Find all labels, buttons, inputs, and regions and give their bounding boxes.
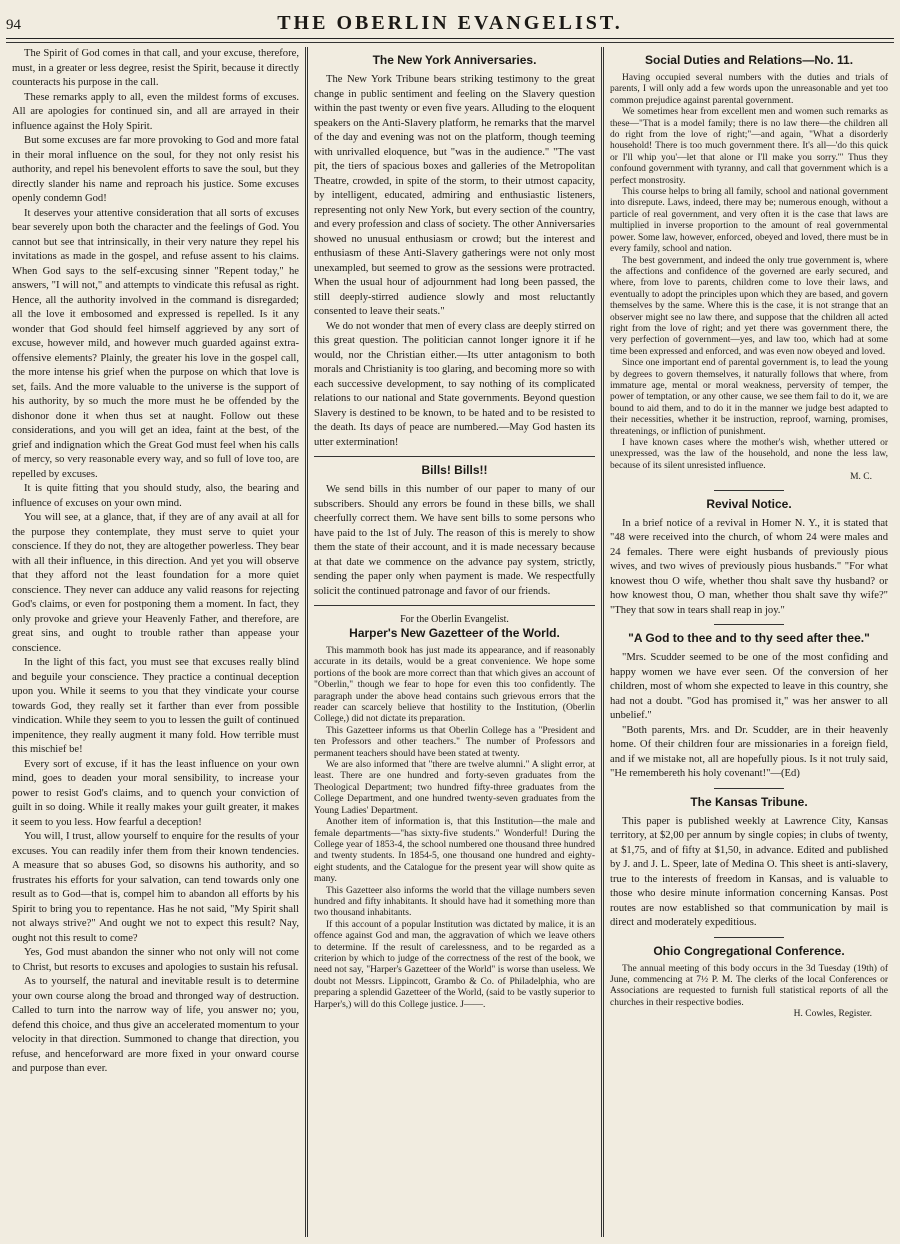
article-separator (714, 788, 784, 789)
paragraph: This Gazetteer also informs the world that the village numbers seven hundred and fifty inhabitants. It should have had it something more than two thousand inhabitants. (314, 885, 595, 919)
paragraph: "Both parents, Mrs. and Dr. Scudder, are in their heavenly home. Of their children four are missionaries in a foreign field, and if we mistake not, all are hopefully pious. Is it not truly said, "He remembereth his holy covenant!"—(Ed) (610, 724, 888, 780)
masthead-rule (6, 39, 894, 43)
paragraph: Another item of information is, that this Institution—the male and female departments—"has sixty-five students." Wonderful! During the College year of 1853-4, the school numbered one thousand three hundred and twenty students. In 1854-5, one thousand one hundred and eighty-eight students, and the Catalogue for the present year will show quite as many. (314, 817, 595, 885)
article-separator (314, 456, 595, 457)
paragraph: It deserves your attentive consideration that all sorts of excuses bear severely upon both the character and the feelings of God. You cannot but see that intrinsically, in their very nature they repel his invitations as made in the gospel, and refuse assent to his claims. When God says to the self-excusing sinner "Repent today," he answers, "I will not," and attempts to vindicate this refusal as right. Hence, all the authority involved in the command is disregarded; all the love it embosomed and expressed is repelled. Is it any wonder that God should feel himself aggrieved by any sort of excuse, however mild, and however much guarded against extra-offensive elements? Plainly, the greater his love in the gospel call, the more intense his grief when the purpose on which that love is set, fails. And the more valuable to the universe is the support of his authority, by so much the more must he be offended by the dishonor done it when thus set at naught. Follow out these considerations, and you will get an idea, faint at the best, of the grief and indignation which the Great God must feel when his calls of mercy, so very reasonable every way, and so full of love too, are repelled by excuses. (12, 207, 299, 480)
paragraph: "Mrs. Scudder seemed to be one of the most confiding and happy women we have ever seen. Of the conversion of her children, most of whom she expected to leave in this country, she had not a doubt. "God has promised it," was her answer to all unbelief." (610, 652, 888, 722)
article-anniversaries (314, 73, 595, 450)
paragraph: This course helps to bring all family, school and national government into disrepute. Laws, indeed, there may be; numerous enough, without a particle of real government, and very often it is the case that laws are multiplied in inverse proportion to the amount of real governmental power. Some law, however, enforced, obeyed and loved, there must be in every family, school and nation. (610, 187, 888, 255)
paragraph: In the light of this fact, you must see that excuses really blind and beguile your conscience. They practice a continual deception upon you. While it seems to you that they vindicate your course towards God, they really set it farther than ever from possible vindication. While they seem to you to lessen the guilt of continued impenitence, they really augment it many fold. How terrible must this mischief be! (12, 657, 299, 755)
paragraph: You will see, at a glance, that, if they are of any avail at all for the purpose they contemplate, they must serve to quiet your conscience. If they do not, they are altogether powerless. They bear with all their influence, in this direction. And yet you will observe that they afford not the least foundation for a more quiet conscience. They never can adduce any valid reasons for rejecting God's claims, or even for postponing them a moment. In fact, they only provoke and grieve your Heavenly Father, and therefore, are great sins, and ought to trouble rather than appease your conscience. (12, 512, 299, 654)
column-3 (604, 47, 894, 1237)
paragraph: But some excuses are far more provoking to God and more fatal in their moral influence on the soul, for they not only resist his authority, and repel his benevolent efforts to save the soul, but they directly slander his name and reproach his justice. Some excuses openly condemn God! (12, 135, 299, 204)
paragraph: If this account of a popular Institution was dictated by malice, it is an offence against God and man, the aggravation of which we leave others to determine. If the result of carelessness, and to be regarded as a criterion by which to judge of the correctness of the rest of the book, we need not say, "Harper's Gazetteer of the World" is worse than useless. We doubt not Messrs. Lippincott, Grambo & Co. of Philadelphia, who are preparing a splendid Gazetteer of the World, (said to be vastly superior to Harper's,) will do this College justice. J——. (314, 919, 595, 1010)
article-heading-anniversaries: The New York Anniversaries. (372, 53, 537, 67)
article-heading-harpers: Harper's New Gazetteer of the World. (349, 626, 560, 640)
article-ohio-conference (610, 964, 888, 1021)
article-separator (714, 937, 784, 938)
paragraph: It is quite fitting that you should study, also, the bearing and influence of excuses on your own mind. (12, 483, 299, 509)
signature: M. C. (850, 472, 872, 483)
article-separator (714, 624, 784, 625)
article-social-duties (610, 73, 888, 484)
newspaper-title: THE OBERLIN EVANGELIST. (277, 12, 623, 34)
paragraph: We send bills in this number of our paper to many of our subscribers. Should any errors be found in these bills, we shall cheerfully correct them. We have sent bills to some persons who have paid to the 1st of July. The reason of this is merely to show them the state of their account, and it is made necessary because at that date we commence on the advance pay system, strictly, sending the paper only when payment is made. We respectfully solicit the continued patronage and favor of our friends. (314, 484, 595, 597)
paragraph: The Spirit of God comes in that call, and your excuse, therefore, must, in a greater or less degree, resist the Spirit, because it directly counteracts his purpose in the call. (12, 48, 299, 88)
page-number: 94 (6, 17, 21, 33)
paragraph: Having occupied several numbers with the duties and trials of parents, I will only add a few words upon the unreasonable and yet too common prejudice against parental government. (610, 73, 888, 106)
paragraph: We are also informed that "there are twelve alumni." A slight error, at least. There are one hundred and forty-seven graduates from the Theological Department; two hundred fifty-three graduates from the College Department, and one hundred twenty-seven graduates from the Young Ladies' Department. (314, 760, 595, 816)
article-bills (314, 483, 595, 599)
column-1 (6, 47, 308, 1237)
masthead (6, 12, 894, 39)
paragraph: This paper is published weekly at Lawrence City, Kansas territory, at $2,00 per annum by single copies; in clubs of twenty, at $1,75, and of fifty at $1,50, in advance. Edited and published by J. and J. L. Speer, late of Medina O. This sheet is anti-slavery, true to the interests of freedom in Kansas, and is valuable to those who desire minute information concerning Kansas. Post routes are now established so that communication by mail is direct and moderately expeditious. (610, 815, 888, 929)
paragraph: The New York Tribune bears striking testimony to the great change in public sentiment and feeling on the Slavery question within the past twenty or even five years. Alluding to the eloquent speakers on the Anti-Slavery platform, he remarks that the marvel of the day and evening was not on the platform, though teeming with unrivalled eloquence, but "was in the audience." "The vast pit, the tiers of spacious boxes and galleries of the Metropolitan Theatre, crowded, in spite of the storm, to their utmost capacity, by intelligent, educated, admiring and enthusiastic listeners, representing not only New York, but every section of the country, and every profession and class of society. The other Anniversaries showed no unusual enthusiasm or crowd; but the interest and enthusiasm of these Anti-Slavery gatherings were not only most unexampled, but seemed to grow as the sessions were protracted. When the usual hour of adjournment had long been passed, the still deeply-stirred audience slowly and most reluctantly consented to leave their seats." (314, 74, 595, 317)
paragraph: I have known cases where the mother's wish, whether uttered or unexpressed, was the law of the household, and none the less law, because of its silent unresisted influence. (610, 438, 888, 471)
article-heading-kansas-tribune: The Kansas Tribune. (690, 794, 808, 809)
paragraph: You will, I trust, allow yourself to enquire for the results of your excuses. You can readily infer them from their known tendencies. A measure that so abuses God, so disowns his authority, and so frustrates his efforts for your salvation, can tend towards only one result as to God—that is, compel him to abandon all efforts by his Spirit to bring you to repentance. Has he not said, "My Spirit shall not always strive?" And ought we not to expect this result? Nay, ought not this result to come? (12, 831, 299, 944)
paragraph: Yes, God must abandon the sinner who not only will not come to Christ, but resorts to excuses and apologies to sustain his refusal. (12, 947, 299, 973)
article-kansas-tribune (610, 815, 888, 931)
article-heading-social-duties: Social Duties and Relations—No. 11. (644, 53, 854, 67)
paragraph: We sometimes hear from excellent men and women such remarks as these—"That is a model family; there is no law there—the children all do right from the love of right;"—and again, "What a disorderly household! There is too much government there. It's all—'do this quick or I'll whip you'—let that alone or I'll make you sorry.'" Thus they confound government with tyranny, and call that government which is a perfect monstrosity. (610, 107, 888, 186)
paragraph: The annual meeting of this body occurs in the 3d Tuesday (19th) of June, commencing at 7½ P. M. The clerks of the local Conferences or Associations are requested to furnish full statistical reports of all the churches in their respective bodies. (610, 963, 888, 1008)
paragraph: We do not wonder that men of every class are deeply stirred on this great question. The politician cannot longer ignore it if he would, nor the Christian either.—Its utter antagonism to both morals and Christianity is too glaring, and becoming more so with each successive development, to say nothing of its complicated relations to our national and State governments. Beyond question Slavery is destined to be known, to be hated and to be resisted to the death. Its days of peace are numbered.—May God hasten its utter extermination! (314, 320, 595, 448)
paragraph: In a brief notice of a revival in Homer N. Y., it is stated that "48 were received into the church, of whom 24 were males and 24 females. There were eight husbands of previously pious wives, and two wives of previously pious husbands." "For what knowest thou O wife, whether thou shalt save thy husband? or how knowest thou, O man, whether thou shalt save thy wife?" "They that sow in tears shall reap in joy." (610, 517, 888, 616)
article-heading-god-to-thee: "A God to thee and to thy seed after thee." (628, 631, 870, 646)
paragraph: As to yourself, the natural and inevitable result is to determine your own course along the broad and thronged way of destruction. Called to turn into the narrow way of life, you answer no; you, defend this choice, and thus give an accelerated momentum to your velocity in that direction. Summoned to change that direction, you refuse, and henceforward are more fixed in your onward course and purpose than ever. (12, 976, 299, 1074)
article-separator (714, 490, 784, 491)
column-2 (308, 47, 604, 1237)
article-god-to-thee (610, 651, 888, 782)
article-byline: For the Oberlin Evangelist. (400, 614, 509, 625)
paragraph: Every sort of excuse, if it has the least influence on your own mind, goes to deaden your moral sensibility, to increase your power to resist God's claims, and to quench your conviction of guilt in so doing. While it really makes your guilt greater, it makes it seem to you less. How fearful a deception! (12, 758, 299, 828)
paragraph: This Gazetteer informs us that Oberlin College has a "President and ten Professors and other teachers." The number of Professors and permanent teachers should have been stated at twenty. (314, 725, 595, 759)
paragraph: The best government, and indeed the only true government is, where the affections and confidence of the governed are early secured, and where, from love to parents, children come to love their laws, and eventually to adopt the principles upon which they are based, and govern themselves by the same. Where this is the case, it is not strange that an observer might see no law there, and suppose that the children all acted right from the love of right; and yet there was government there, the very perfection of government—yes, and law too, which had at some time been expressed and enforced, and was even now obeyed and loved. (610, 255, 888, 357)
article-revival (610, 517, 888, 619)
paragraph: Since one important end of parental government is, to lead the young by degrees to govern themselves, it naturally follows that where, from immature age, mental or moral weakness, perversity of temper, the power of temptation, or any other cause, we see them fail to do it, we are bound to aid them, and to do it in the manner we judge best adapted to their necessities, whether it be instruction, reproof, warning, promises, threatenings, or infliction of punishment. (610, 358, 888, 437)
paragraph: These remarks apply to all, even the mildest forms of excuses. All are apologies for continued sin, and all are arrayed in their influence against the Holy Spirit. (12, 91, 299, 132)
paragraph: This mammoth book has just made its appearance, and if reasonably accurate in its details, would be a great convenience. We hope some portions of the book are more correct than that which gives an account of "Oberlin," though we fear to hope for even this too confidently. The paragraph under the above head contains such grievous errors that the reader can scarcely believe that hostility to the Institution, (Oberlin College,) did not dictate its preparation. (314, 646, 595, 725)
columns (6, 47, 894, 1237)
article-heading-revival: Revival Notice. (706, 496, 792, 511)
article-heading-bills: Bills! Bills!! (421, 463, 488, 477)
signature: H. Cowles, Register. (793, 1009, 872, 1020)
article-harpers (314, 646, 595, 1011)
article-separator (314, 605, 595, 606)
article-heading-ohio-conference: Ohio Congregational Conference. (653, 943, 845, 958)
